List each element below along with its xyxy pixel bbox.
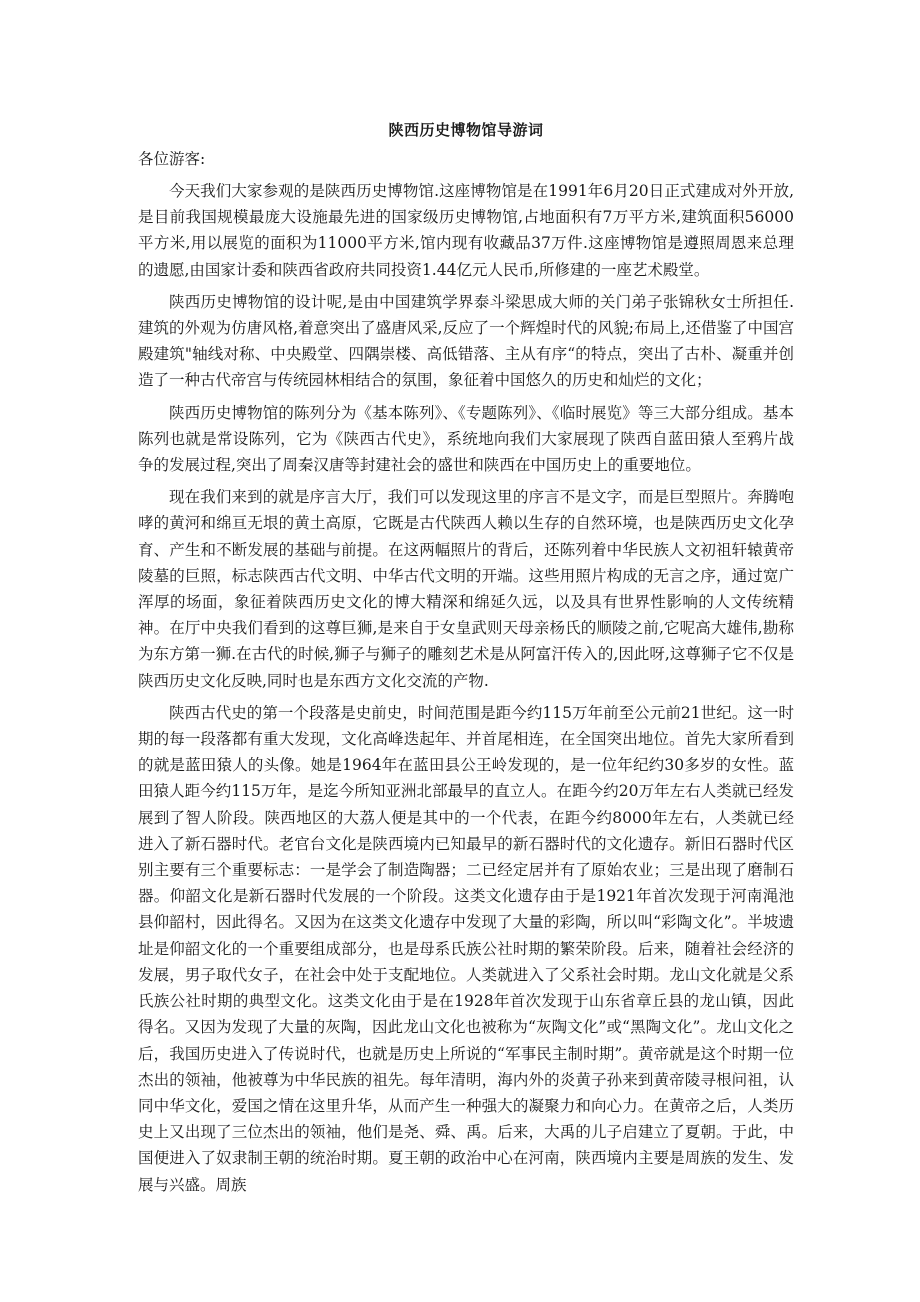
greeting: 各位游客: <box>138 150 206 168</box>
paragraph-design: 陕西历史博物馆的设计呢,是由中国建筑学界泰斗梁思成大师的关门弟子张锦秋女士所担任.建筑的外观为仿唐风格,着意突出了盛唐风采,反应了一个辉煌时代的风貌;布局上,还借鉴了中国宫殿建筑"轴线对称、中央殿堂、四隅崇楼、高低错落、主从有序“的特点，突出了古朴、凝重并创造了一种古代帝宫与传统园林相结合的氛围，象征着中国悠久的历史和灿烂的文化； <box>138 292 794 390</box>
paragraph-exhibits: 陕西历史博物馆的陈列分为《基本陈列》、《专题陈列》、《临时展览》等三大部分组成。基本陈列也就是常设陈列，它为《陕西古代史》，系统地向我们大家展现了陕西自蓝田猿人至鸦片战争的发展过程,突出了周秦汉唐等封建社会的盛世和陕西在中国历史上的重要地位。 <box>138 403 794 475</box>
paragraph-intro: 今天我们大家参观的是陕西历史博物馆.这座博物馆是在1991年6月20日正式建成对外开放,是目前我国规模最庞大设施最先进的国家级历史博物馆,占地面积有7万平方米,建筑面积56000平方米,用以展览的面积为11000平方米,馆内现有收藏品37万件.这座博物馆是遵照周恩来总理的遗愿,由国家计委和陕西省政府共同投资1.44亿元人民币,所修建的一座艺术殿堂。 <box>138 182 794 279</box>
paragraph-prehistory: 陕西古代史的第一个段落是史前史，时间范围是距今约115万年前至公元前21世纪。这一时期的每一段落都有重大发现，文化高峰迭起年、并首尾相连，在全国突出地位。首先大家所看到的就是蓝田猿人的头像。她是1964年在蓝田县公王岭发现的，是一位年纪约30多岁的女性。蓝田猿人距今约115万年，是迄今所知亚洲北部最早的直立人。在距今约20万年左右人类就已经发展到了智人阶段。陕西地区的大荔人便是其中的一个代表，在距今约8000年左右，人类就已经进入了新石器时代。老官台文化是陕西境内已知最早的新石器时代的文化遗存。新旧石器时代区别主要有三个重要标志：一是学会了制造陶器；二已经定居并有了原始农业；三是出现了磨制石器。仰韶文化是新石器时代发展的一个阶段。这类文化遗存由于是1921年首次发现于河南渑池县仰韶村，因此得名。又因为在这类文化遗存中发现了大量的彩陶，所以叫“彩陶文化”。半坡遗址是仰韶文化的一个重要组成部分，也是母系氏族公社时期的繁荣阶段。后来，随着社会经济的发展，男子取代女子，在社会中处于支配地位。人类就进入了父系社会时期。龙山文化就是父系氏族公社时期的典型文化。这类文化由于是在1928年首次发现于山东省章丘县的龙山镇，因此得名。又因为发现了大量的灰陶，因此龙山文化也被称为“灰陶文化”或“黑陶文化”。龙山文化之后，我国历史进入了传说时代，也就是历史上所说的“军事民主制时期”。黄帝就是这个时期一位杰出的领袖，他被尊为中华民族的祖先。每年清明，海内外的炎黄子孙来到黄帝陵寻根问祖，认同中华文化，爱国之情在这里升华，从而产生一种强大的凝聚力和向心力。在黄帝之后，人类历史上又出现了三位杰出的领袖，他们是尧、舜、禹。后来，大禹的儿子启建立了夏朝。于此，中国便进入了奴隶制王朝的统治时期。夏王朝的政治中心在河南，陕西境内主要是周族的发生、发展与兴盛。周族 <box>138 703 794 1194</box>
document-page <box>138 118 794 1198</box>
paragraph-preface-hall: 现在我们来到的就是序言大厅，我们可以发现这里的序言不是文字，而是巨型照片。奔腾咆哮的黄河和绵亘无垠的黄土高原，它既是古代陕西人赖以生存的自然环境，也是陕西历史文化孕育、产生和不断发展的基础与前提。在这两幅照片的背后，还陈列着中华民族人文初祖轩辕黄帝陵墓的巨照，标志陕西古代文明、中华古代文明的开端。这些用照片构成的无言之序，通过宽广浑厚的场面，象征着陕西历史文化的博大精深和绵延久远，以及具有世界性影响的人文传统精神。在厅中央我们看到的这尊巨狮,是来自于女皇武则天母亲杨氏的顺陵之前,它呢高大雄伟,勘称为东方第一狮.在古代的时候,狮子与狮子的雕刻艺术是从阿富汗传入的,因此呀,这尊狮子它不仅是陕西历史文化反映,同时也是东西方文化交流的产物. <box>138 488 794 690</box>
document-title: 陕西历史博物馆导游词 <box>388 121 544 139</box>
